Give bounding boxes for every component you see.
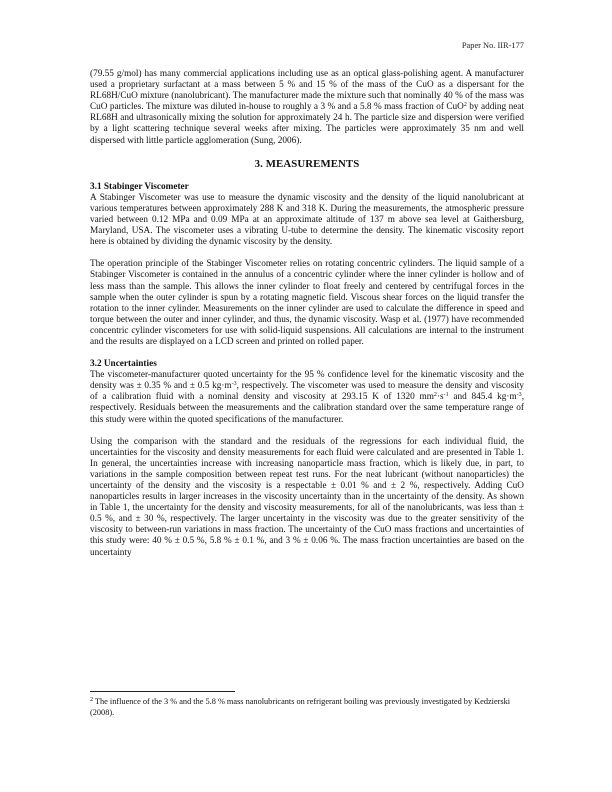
unit-exponent: 2 <box>433 392 437 399</box>
unc-text-c: ·s <box>436 392 444 403</box>
viscometer-paragraph-2: The operation principle of the Stabinger Viscometer relies on rotating concentric cylinders. The liquid sample of a Stabinger Viscometer is contained in the annulus of a concentric cylinder where the inner cylinder is hollow and of less mass than the sample. This allows the inner cylinder to float freely and centered by centrifugal forces in the sample when the outer cylinder is spun by a rotating magnetic field. Viscous shear forces on the liquid transfer the rotation to the inner cylinder. Measurements on the inner cylinder are used to calculate the difference in speed and torque between the outer and inner cylinder, and thus, the dynamic viscosity. Wasp et al. (1977) have recommended concentric cylinder viscometers for use with solid-liquid suspensions. All calculations are internal to the instrument and the results are displayed on a LCD screen and printed on rolled paper. <box>90 259 524 347</box>
unit-exponent: -1 <box>443 392 449 399</box>
footnote-text: The influence of the 3 % and the 5.8 % mass nanolubricants on refrigerant boiling was previously investigated by Kedzierski (2008). <box>90 697 511 717</box>
unc-text-a: The viscometer-manufacturer quoted uncertainty for the 95 % confidence level for the kinematic viscosity and the density was ± 0.35 % and ± 0.5 kg·m <box>90 370 524 392</box>
uncertainties-paragraph-2: Using the comparison with the standard and the residuals of the regressions for each individual fluid, the uncertainties for the viscosity and density measurements for each fluid were calculated and are presented in Table 1. In general, the uncertainties increase with increasing nanoparticle mass fraction, which is likely due, in part, to variations in the sample composition between repeat test runs. For the neat lubricant (without nanoparticles) the uncertainty of the density and the viscosity is a respectable ± 0.01 % and ± 2 %, respectively. Adding CuO nanoparticles results in larger increases in the viscosity uncertainty than in the uncertainty of the density. As shown in Table 1, the uncertainty for the density and viscosity measurements, for all of the nanolubricants, was less than ± 0.5 %, and ± 30 %, respectively. The larger uncertainty in the viscosity was due to the greater sensitivity of the viscosity to between-run variations in mass fraction. The uncertainty of the CuO mass fractions and uncertainties of this study were: 40 % ± 0.5 %, 5.8 % ± 0.1 %, and 3 % ± 0.06 %. The mass fraction uncertainties are based on the uncertainty <box>90 436 524 558</box>
section-heading: 3. MEASUREMENTS <box>254 157 360 170</box>
subsection-heading-uncertainties: 3.2 Uncertainties <box>90 359 157 370</box>
intro-text-a: (79.55 g/mol) has many commercial applications including use as an optical glass-polishing agent. A manufacturer used a proprietary surfactant at a mass between 5 % and 15 % of the mass of the CuO as a dispersant for the RL68H/CuO mixture (nanolubricant). The manufacturer made the mixture such that nominally 40 % of the mass was CuO particles. The mixture was diluted in-house to roughly a 3 % and a 5.8 % mass fraction of CuO <box>90 69 524 113</box>
footnote <box>90 697 524 718</box>
footnote-marker: 2 <box>90 697 93 703</box>
paper-number-header: Paper No. IIR-177 <box>461 41 524 50</box>
intro-paragraph <box>90 69 524 147</box>
unit-exponent: -3 <box>516 392 522 399</box>
page-body <box>90 69 524 559</box>
subsection-heading-viscometer: 3.1 Stabinger Viscometer <box>90 181 189 192</box>
intro-text-b: by adding neat RL68H and ultrasonically mixing the solution for approximately 24 h. The particle size and dispersion were verified by a light scattering technique several weeks after mixing. The particles were approximately 35 nm and well dispersed with little particle agglomeration (Sung, 2006). <box>90 102 524 146</box>
viscometer-paragraph-1: A Stabinger Viscometer was use to measure the dynamic viscosity and the density of the liquid nanolubricant at various temperatures between approximately 288 K and 318 K. During the measurements, the atmospheric pressure varied between 0.12 MPa and 0.09 MPa at an approximate altitude of 137 m above sea level at Gaithersburg, Maryland, USA. The viscometer uses a vibrating U-tube to determine the density. The kinematic viscosity report here is obtained by dividing the dynamic viscosity by the density. <box>90 192 524 248</box>
unc-text-e: , respectively. Residuals between the measurements and the calibration standard over the same temperature range of this study were within the quoted specifications of the manufacturer. <box>90 392 524 425</box>
unc-text-d: and 845.4 kg·m <box>448 392 517 403</box>
footnote-reference: 2 <box>463 102 467 109</box>
unit-exponent: -3 <box>231 381 237 388</box>
uncertainties-paragraph-1 <box>90 370 524 425</box>
unc-text-b: , respectively. The viscometer was used to measure the density and viscosity of a calibration fluid with a nominal density and viscosity at 293.15 K of 1320 mm <box>90 381 524 403</box>
footnote-divider <box>90 691 235 692</box>
